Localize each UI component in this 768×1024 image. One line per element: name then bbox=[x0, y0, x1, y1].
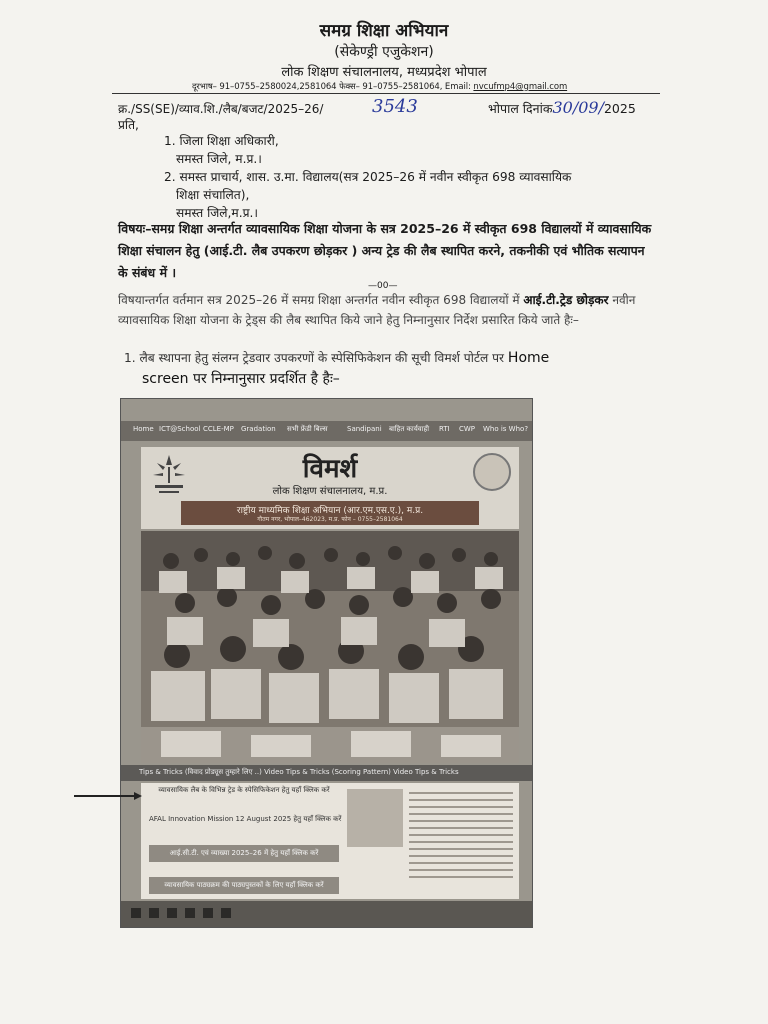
reference-line: क्र./SS(SE)/व्याव.शि./लैब/बजट/2025–26/ bbox=[118, 102, 324, 116]
notice-card-3[interactable]: आई.सी.टी. एवं व्याख्या 2025–26 में हेतु यहाँ क्लिक करें bbox=[149, 845, 339, 862]
portal-subtitle: लोक शिक्षण संचालनालय, म.प्र. bbox=[272, 486, 388, 497]
item1-home: Home bbox=[507, 350, 550, 366]
item1-end: screen पर निम्नानुसार प्रदर्शित है हैः– bbox=[142, 371, 340, 387]
para-end: नवीन व्यावसायिक शिक्षा योजना के ट्रेड्स की लैब स्थापित किये जाने हेतु निम्नानुसार निर्देश प्रसारित किये जाते हैः– bbox=[118, 293, 636, 327]
recipient-2-line2: शिक्षा संचालित), bbox=[176, 188, 250, 202]
nav-item-who[interactable]: Who is Who? bbox=[483, 425, 529, 433]
notice-card-2[interactable]: AFAL Innovation Mission 12 August 2025 हेतु यहाँ क्लिक करें bbox=[149, 811, 339, 828]
nav-item-ict[interactable]: ICT@School bbox=[159, 425, 201, 433]
rmsa-title: राष्ट्रीय माध्यमिक शिक्षा अभियान (आर.एम.एस.ए.), म.प्र. bbox=[236, 506, 424, 516]
recipient-2-line1: 2. समस्त प्राचार्य, शास. उ.मा. विद्यालय(सत्र 2025–26 में नवीन स्वीकृत 698 व्यावसायिक bbox=[164, 170, 572, 184]
org-title: समग्र शिक्षा अभियान bbox=[319, 21, 449, 41]
recipient-2-line3: समस्त जिले,म.प्र.। bbox=[176, 206, 259, 220]
para-bold: आई.टी.ट्रेड छोड़कर bbox=[523, 293, 609, 307]
nav-item-rti[interactable]: RTI bbox=[439, 425, 450, 433]
nav-item-action[interactable]: बाहित कार्यवाही bbox=[389, 425, 430, 433]
item1-start: 1. लैब स्थापना हेतु संलग्न ट्रेडवार उपकरणों के स्पेसिफिकेशन की सूची विमर्श पोर्टल पर bbox=[124, 351, 505, 365]
portal-title: विमर्श bbox=[302, 454, 358, 484]
contact-line bbox=[192, 81, 567, 92]
message-text-block bbox=[409, 787, 513, 897]
arrow-pointer-icon bbox=[74, 792, 142, 800]
nav-item-cwp[interactable]: CWP bbox=[459, 425, 476, 433]
recipient-1-line2: समस्त जिले, म.प्र.। bbox=[176, 152, 262, 166]
rmsa-address: गौतम नगर, भोपाल–462023, म.प्र. फोन – 0755–2581064 bbox=[257, 516, 403, 523]
instruction-item-1 bbox=[124, 348, 660, 390]
body-paragraph bbox=[118, 290, 658, 330]
org-subtitle: (सेकेण्ड्री एजुकेशन) bbox=[334, 44, 434, 60]
taskbar bbox=[121, 901, 532, 927]
date-label: भोपाल दिनांक bbox=[488, 101, 553, 116]
date-handwritten: 30/09/ bbox=[552, 98, 604, 117]
contact-text: दूरभाष– 91–0755–2580024,2581064 फेक्स– 91–0755–2581064, Email: bbox=[192, 82, 471, 92]
students-photo bbox=[141, 531, 519, 763]
date-line bbox=[488, 98, 636, 117]
subject-separator: —00— bbox=[368, 281, 398, 291]
nav-item-ccle[interactable]: CCLE-MP bbox=[203, 425, 234, 433]
nav-item-bills[interactable]: सभी फ्रेंडी बिल्स bbox=[287, 425, 328, 433]
nav-item-sandipani[interactable]: Sandipani bbox=[347, 425, 382, 433]
portal-banner bbox=[141, 447, 519, 529]
portal-nav-bar bbox=[121, 421, 532, 441]
notice-panel bbox=[141, 783, 519, 899]
taskbar-icons bbox=[121, 901, 532, 927]
para-start: विषयान्तर्गत वर्तमान सत्र 2025–26 में समग्र शिक्षा अन्तर्गत नवीन स्वीकृत 698 विद्यालयों में bbox=[118, 293, 520, 307]
notice-card-4[interactable]: व्यावसायिक पाठ्यक्रम की पाठ्यपुस्तकों के लिए यहाँ क्लिक करें bbox=[149, 877, 339, 894]
reference-number-handwritten: 3543 bbox=[372, 96, 418, 117]
recipient-1-line1: 1. जिला शिक्षा अधिकारी, bbox=[164, 134, 279, 148]
notice-card-1[interactable]: व्यावसायिक लैब के विभिन्न ट्रेड के स्पेसिफिकेशन हेतु यहाँ क्लिक करें bbox=[149, 785, 339, 807]
rmsa-strip bbox=[181, 501, 479, 525]
portal-screenshot bbox=[120, 398, 533, 928]
profile-thumbnail bbox=[347, 789, 403, 847]
office-name: लोक शिक्षण संचालनालय, मध्यप्रदेश भोपाल bbox=[281, 65, 487, 80]
nav-item-gradation[interactable]: Gradation bbox=[241, 425, 276, 433]
ticker-text: Tips & Tricks (विवाद प्रोड्यूस तुम्हारे लिए ..) Video Tips & Tricks (Scoring Pattern) Video Tips & Tricks bbox=[139, 768, 459, 776]
subject-text: विषयः–समग्र शिक्षा अन्तर्गत व्यावसायिक शिक्षा योजना के सत्र 2025–26 में स्वीकृत 698 विद्यालयों में व्यावसायिक शिक्षा संचालन हेतु (आई.टी. लैब उपकरण छोड़कर ) अन्य ट्रेड की लैब स्थापित करने, तकनीकी एवं भौतिक सत्यापन के संबंध में । bbox=[118, 221, 652, 280]
header-divider bbox=[112, 93, 660, 94]
state-seal-icon bbox=[473, 453, 511, 491]
date-year: 2025 bbox=[603, 101, 636, 116]
news-ticker[interactable] bbox=[121, 765, 532, 781]
prati-label: प्रति, bbox=[118, 118, 139, 132]
email-link[interactable]: nvcufmp4@gmail.com bbox=[473, 82, 568, 92]
nav-item-home[interactable]: Home bbox=[133, 425, 154, 433]
